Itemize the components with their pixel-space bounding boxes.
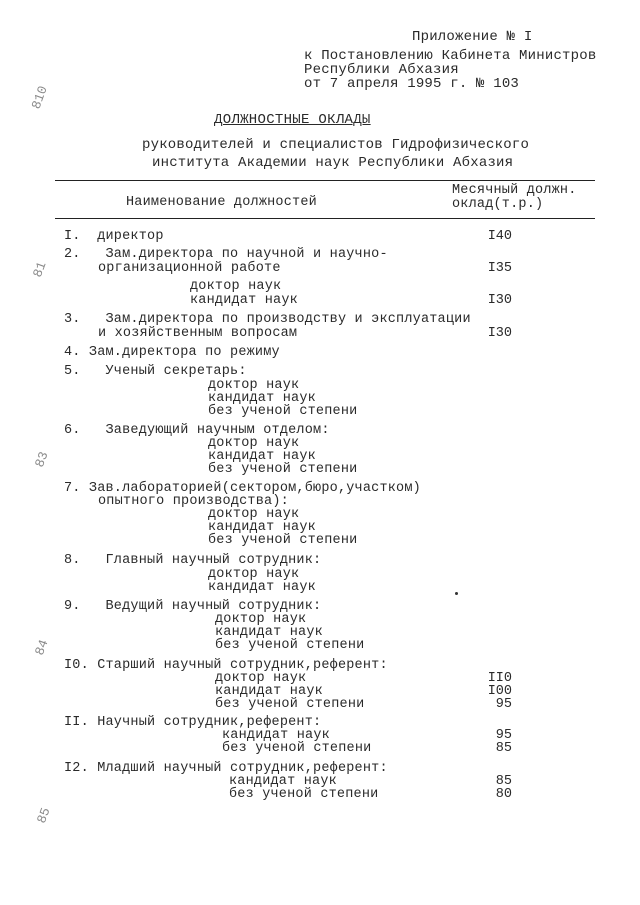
row-2-text-c: доктор наук [190,279,282,294]
row-5-text-c: без ученой степени [208,404,358,419]
decree-date: от 7 апреля 1995 г. № 103 [304,76,520,92]
row-6-text-b: кандидат наук [208,449,316,464]
margin-folio-mark-4: 84 [32,637,52,658]
row-10-text: I0. Старший научный сотрудник,референт: [64,658,388,673]
row-11-text-b: без ученой степени [222,741,372,756]
row-8-text-a: доктор наук [208,567,300,582]
row-2-salary-b: I35 [487,261,512,276]
row-9-text-a: доктор наук [215,612,307,627]
row-7-text-a: 7. Зав.лабораторией(сектором,бюро,участком) [64,481,421,496]
row-7-text-b: опытного производства): [98,494,289,509]
table-header-rule [55,218,595,219]
document-title: ДОЛЖНОСТНЫЕ ОКЛАДЫ [214,112,371,128]
row-9-text: 9. Ведущий научный сотрудник: [64,599,322,614]
margin-folio-mark-3: 83 [32,449,52,470]
row-12-text-a: кандидат наук [229,774,337,789]
row-12-text-b: без ученой степени [229,787,379,802]
row-7-text-c: доктор наук [208,507,300,522]
row-10-salary-a: II0 [487,671,512,686]
subtitle-line-1: руководителей и специалистов Гидрофизического [142,137,530,153]
row-7-text-d: кандидат наук [208,520,316,535]
row-2-text-d: кандидат наук [190,293,298,308]
row-4-text: 4. Зам.директора по режиму [64,345,280,360]
row-10-salary-b: I00 [487,684,512,699]
row-6-text-a: доктор наук [208,436,300,451]
row-3-text-b: и хозяйственным вопросам [98,326,298,341]
row-11-salary-b: 85 [495,741,512,756]
row-1-text: I. директор [64,229,164,244]
row-5-text-b: кандидат наук [208,391,316,406]
row-12-text: I2. Младший научный сотрудник,референт: [64,761,388,776]
row-3-salary: I30 [487,326,512,341]
row-12-salary-a: 85 [495,774,512,789]
row-5-text: 5. Ученый секретарь: [64,364,247,379]
row-11-text-a: кандидат наук [222,728,330,743]
row-2-salary-d: I30 [487,293,512,308]
margin-folio-mark-5: 85 [34,805,54,826]
row-6-text: 6. Заведующий научным отделом: [64,423,330,438]
row-5-text-a: доктор наук [208,378,300,393]
row-9-text-b: кандидат наук [215,625,323,640]
row-7-text-e: без ученой степени [208,533,358,548]
row-11-salary-a: 95 [495,728,512,743]
margin-folio-mark-2: 81 [30,259,50,280]
row-1-salary: I40 [487,229,512,244]
row-6-text-c: без ученой степени [208,462,358,477]
column-header-salary-line-2: оклад(т.р.) [452,197,544,212]
row-12-salary-b: 80 [495,787,512,802]
row-11-text: II. Научный сотрудник,референт: [64,715,322,730]
ink-dot [455,592,458,595]
row-10-text-a: доктор наук [215,671,307,686]
row-8-text-b: кандидат наук [208,580,316,595]
row-2-text-a: 2. Зам.директора по научной и научно- [64,247,388,262]
margin-folio-mark-1: 810 [28,83,51,112]
row-10-text-b: кандидат наук [215,684,323,699]
table-top-rule [55,180,595,181]
row-2-text-b: организационной работе [98,261,281,276]
row-10-text-c: без ученой степени [215,697,365,712]
row-8-text: 8. Главный научный сотрудник: [64,553,322,568]
decree-reference: к Постановлению Кабинета Министров [304,48,597,64]
appendix-label: Приложение № I [412,29,533,45]
row-10-salary-c: 95 [495,697,512,712]
subtitle-line-2: института Академии наук Республики Абхазия [152,155,514,171]
row-9-text-c: без ученой степени [215,638,365,653]
column-header-position: Наименование должностей [126,195,317,210]
row-3-text-a: 3. Зам.директора по производству и эксплуатации [64,312,471,327]
column-header-salary-line-1: Месячный должн. [452,183,577,198]
republic-name: Республики Абхазия [304,62,459,78]
